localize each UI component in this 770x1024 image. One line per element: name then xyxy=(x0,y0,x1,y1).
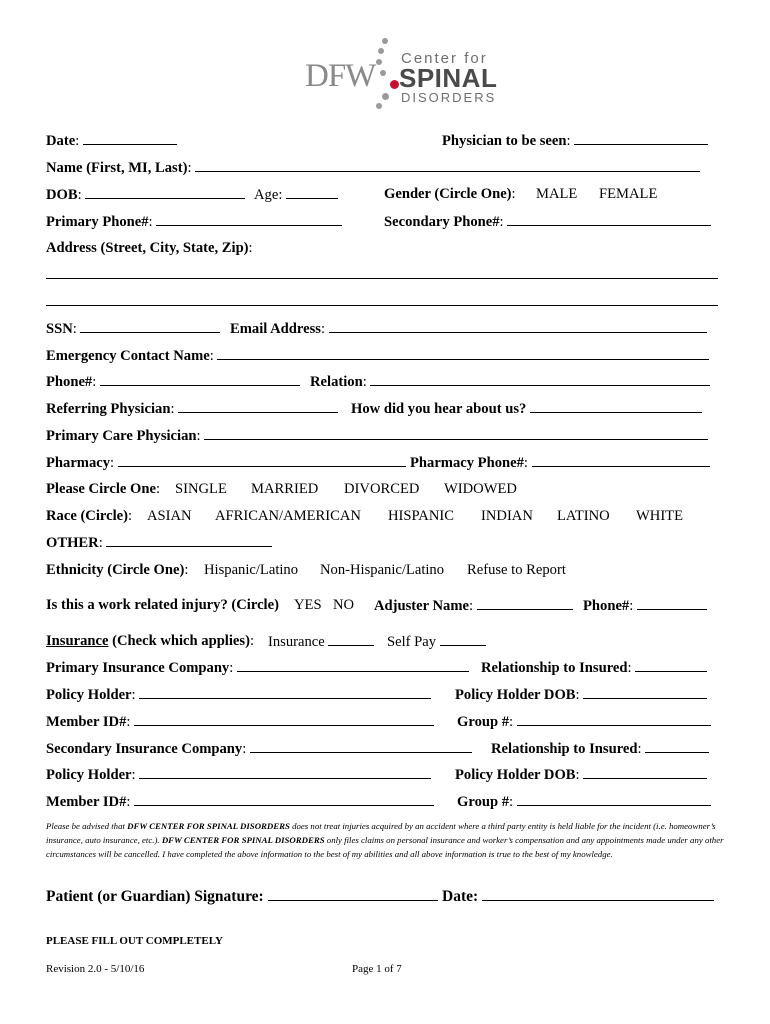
emergency-field[interactable] xyxy=(217,345,709,360)
policy-holder-row-2: Policy Holder: Policy Holder DOB: xyxy=(46,764,718,784)
pcp-label: Primary Care Physician xyxy=(46,428,197,444)
ethnicity-refuse[interactable]: Refuse to Report xyxy=(467,562,566,578)
date-field[interactable] xyxy=(83,130,177,145)
phone-row: Primary Phone#: Secondary Phone#: xyxy=(46,211,718,231)
disclaimer-clinic-name: DFW CENTER FOR SPINAL DISORDERS xyxy=(127,821,290,831)
race-hispanic[interactable]: HISPANIC xyxy=(388,508,454,524)
ethnicity-row: Ethnicity (Circle One): Hispanic/Latino Non-Hispanic/Latino Refuse to Report xyxy=(46,562,566,578)
member-id-row-2: Member ID#: Group #: xyxy=(46,791,718,811)
phone-field[interactable] xyxy=(100,371,300,386)
secondary-insurance-label: Secondary Insurance Company xyxy=(46,741,243,757)
ssn-field[interactable] xyxy=(80,318,220,333)
gender-male[interactable]: MALE xyxy=(536,186,578,202)
ssn-row: SSN: Email Address: xyxy=(46,318,718,338)
physician-field[interactable] xyxy=(574,130,708,145)
self-pay-field[interactable] xyxy=(440,631,486,646)
race-label: Race (Circle) xyxy=(46,508,128,524)
logo-center-for: Center for xyxy=(401,50,488,67)
member-id-label: Member ID# xyxy=(46,714,127,730)
logo-dot xyxy=(378,48,384,54)
race-latino[interactable]: LATINO xyxy=(557,508,610,524)
other-row: OTHER: xyxy=(46,532,718,552)
member-id-field[interactable] xyxy=(134,711,434,726)
work-injury-row: Is this a work related injury? (Circle) YES NO Adjuster Name: Phone#: xyxy=(46,595,718,615)
dob-label: DOB xyxy=(46,187,78,203)
policy-holder-dob-label: Policy Holder DOB xyxy=(455,687,576,703)
signature-date-label: Date: xyxy=(442,888,479,905)
member-id-field-2[interactable] xyxy=(134,791,434,806)
phone-label: Phone# xyxy=(46,374,93,390)
physician-label: Physician to be seen xyxy=(442,133,567,149)
disclaimer-clinic-name: DFW CENTER FOR SPINAL DISORDERS xyxy=(161,835,325,845)
insurance-row: Insurance (Check which applies): Insurance Self Pay xyxy=(46,631,718,651)
secondary-relationship-label: Relationship to Insured xyxy=(491,741,638,757)
marital-married[interactable]: MARRIED xyxy=(251,481,319,497)
signature-date-field[interactable] xyxy=(482,886,714,901)
insurance-check-label: (Check which applies) xyxy=(112,633,250,649)
race-row: Race (Circle): ASIAN AFRICAN/AMERICAN HISPANIC INDIAN LATINO WHITE xyxy=(46,508,684,524)
relation-label: Relation xyxy=(310,374,363,390)
race-asian[interactable]: ASIAN xyxy=(147,508,192,524)
pharmacy-field[interactable] xyxy=(118,452,406,467)
ethnicity-label: Ethnicity (Circle One) xyxy=(46,562,185,578)
name-row: Name (First, MI, Last): xyxy=(46,157,718,177)
work-yes[interactable]: YES xyxy=(294,597,322,613)
insurance-option: Insurance xyxy=(268,634,325,650)
email-label: Email Address xyxy=(230,321,321,337)
marital-row: Please Circle One: SINGLE MARRIED DIVORCED WIDOWED xyxy=(46,481,517,497)
gender-female[interactable]: FEMALE xyxy=(599,186,658,202)
logo-dfw: DFW xyxy=(305,58,376,94)
primary-relationship-label: Relationship to Insured xyxy=(481,660,628,676)
group-field[interactable] xyxy=(517,711,711,726)
pharmacy-label: Pharmacy xyxy=(46,455,111,471)
logo-dot xyxy=(376,59,382,65)
ethnicity-non-hispanic[interactable]: Non-Hispanic/Latino xyxy=(320,562,445,578)
primary-insurance-row: Primary Insurance Company: Relationship to Insured: xyxy=(46,657,718,677)
primary-phone-field[interactable] xyxy=(156,211,342,226)
emergency-label: Emergency Contact Name xyxy=(46,348,210,364)
date-label: Date xyxy=(46,133,76,149)
ssn-label: SSN xyxy=(46,321,73,337)
date-row: Date: Physician to be seen: xyxy=(46,130,718,150)
work-injury-label: Is this a work related injury? (Circle) xyxy=(46,597,279,613)
logo-red-dot xyxy=(390,80,399,89)
hear-label: How did you hear about us? xyxy=(351,401,527,417)
race-indian[interactable]: INDIAN xyxy=(481,508,533,524)
revision-footer: Revision 2.0 - 5/10/16 xyxy=(46,963,145,975)
policy-holder-label-2: Policy Holder xyxy=(46,767,132,783)
pharmacy-phone-label: Pharmacy Phone# xyxy=(410,455,524,471)
adjuster-phone-label: Phone# xyxy=(583,598,630,614)
referring-field[interactable] xyxy=(178,398,338,413)
age-field[interactable] xyxy=(286,184,338,199)
disclaimer-text xyxy=(46,819,726,861)
disclaimer-part: Please be advised that xyxy=(46,821,128,831)
policy-holder-label: Policy Holder xyxy=(46,687,132,703)
marital-label: Please Circle One xyxy=(46,481,156,497)
name-field[interactable] xyxy=(195,157,700,172)
gender-label: Gender (Circle One) xyxy=(384,186,512,202)
member-id-row: Member ID#: Group #: xyxy=(46,711,718,731)
work-no[interactable]: NO xyxy=(333,597,355,613)
page-number: Page 1 of 7 xyxy=(352,963,402,975)
hear-field[interactable] xyxy=(530,398,702,413)
other-field[interactable] xyxy=(106,532,272,547)
marital-divorced[interactable]: DIVORCED xyxy=(344,481,420,497)
disclaimer-part: only files claims on personal insurance and worker’s compensation and any appointments made under any other circumstances will be cancelled. I have completed the above information to the best of my abilities and all above information is true to the best of my knowledge. xyxy=(46,835,724,859)
dob-row: DOB: Age: Gender (Circle One): MALE FEMALE xyxy=(46,186,658,203)
adjuster-phone-field[interactable] xyxy=(637,595,707,610)
logo-dot xyxy=(380,70,386,76)
adjuster-field[interactable] xyxy=(477,595,573,610)
race-african-american[interactable]: AFRICAN/AMERICAN xyxy=(215,508,361,524)
address-label: Address (Street, City, State, Zip) xyxy=(46,240,249,256)
pharmacy-phone-field[interactable] xyxy=(532,452,710,467)
logo-dot xyxy=(382,93,389,100)
group-label: Group # xyxy=(457,714,510,730)
pcp-row: Primary Care Physician: xyxy=(46,425,718,445)
marital-single[interactable]: SINGLE xyxy=(175,481,227,497)
secondary-insurance-row: Secondary Insurance Company: Relationship to Insured: xyxy=(46,738,718,758)
race-white[interactable]: WHITE xyxy=(636,508,684,524)
signature-label: Patient (or Guardian) Signature: xyxy=(46,888,264,905)
secondary-insurance-field[interactable] xyxy=(250,738,472,753)
insurance-label: Insurance xyxy=(46,633,109,649)
primary-insurance-field[interactable] xyxy=(237,657,469,672)
relation-field[interactable] xyxy=(370,371,710,386)
name-label: Name (First, MI, Last) xyxy=(46,160,188,176)
address-line-1[interactable] xyxy=(46,277,718,279)
secondary-relationship-field[interactable] xyxy=(645,738,709,753)
address-line-2[interactable] xyxy=(46,304,718,306)
primary-insurance-label: Primary Insurance Company xyxy=(46,660,230,676)
logo-disorders: DISORDERS xyxy=(401,90,497,105)
referring-row: Referring Physician: How did you hear about us? xyxy=(46,398,718,418)
clinic-logo xyxy=(300,36,520,116)
signature-row xyxy=(46,886,718,908)
secondary-phone-label: Secondary Phone# xyxy=(384,214,500,230)
primary-phone-label: Primary Phone# xyxy=(46,214,149,230)
fill-out-notice: PLEASE FILL OUT COMPLETELY xyxy=(46,935,223,947)
group-field-2[interactable] xyxy=(517,791,711,806)
group-label-2: Group # xyxy=(457,794,510,810)
pcp-field[interactable] xyxy=(204,425,708,440)
ethnicity-hispanic[interactable]: Hispanic/Latino xyxy=(204,562,299,578)
relation-row: Phone#: Relation: xyxy=(46,371,718,391)
disclaimer-part: does not treat injuries acquired by an accident where a third party entity is held liable for the incident (i.e. homeowner’s insurance, auto insurance, etc.). xyxy=(46,821,716,845)
marital-widowed[interactable]: WIDOWED xyxy=(444,481,517,497)
insurance-option-field[interactable] xyxy=(328,631,374,646)
other-label: OTHER xyxy=(46,535,99,551)
logo-spinal: SPINAL xyxy=(399,63,498,93)
policy-holder-dob-field-2[interactable] xyxy=(583,764,707,779)
age-label: Age: xyxy=(254,187,283,203)
policy-holder-row: Policy Holder: Policy Holder DOB: xyxy=(46,684,718,704)
secondary-phone-field[interactable] xyxy=(507,211,711,226)
dob-field[interactable] xyxy=(85,184,245,199)
policy-holder-field-2[interactable] xyxy=(139,764,431,779)
pharmacy-row: Pharmacy: Pharmacy Phone#: xyxy=(46,452,718,472)
adjuster-label: Adjuster Name xyxy=(374,598,469,614)
logo-dot xyxy=(382,38,388,44)
referring-label: Referring Physician xyxy=(46,401,171,417)
policy-holder-dob-field[interactable] xyxy=(583,684,707,699)
policy-holder-field[interactable] xyxy=(139,684,431,699)
self-pay-option: Self Pay xyxy=(387,634,437,650)
signature-field[interactable] xyxy=(268,886,438,901)
policy-holder-dob-label-2: Policy Holder DOB xyxy=(455,767,576,783)
primary-relationship-field[interactable] xyxy=(635,657,707,672)
member-id-label-2: Member ID# xyxy=(46,794,127,810)
logo-dot xyxy=(376,103,382,109)
address-row: Address (Street, City, State, Zip): xyxy=(46,240,253,256)
emergency-row: Emergency Contact Name: xyxy=(46,345,718,365)
email-field[interactable] xyxy=(329,318,707,333)
